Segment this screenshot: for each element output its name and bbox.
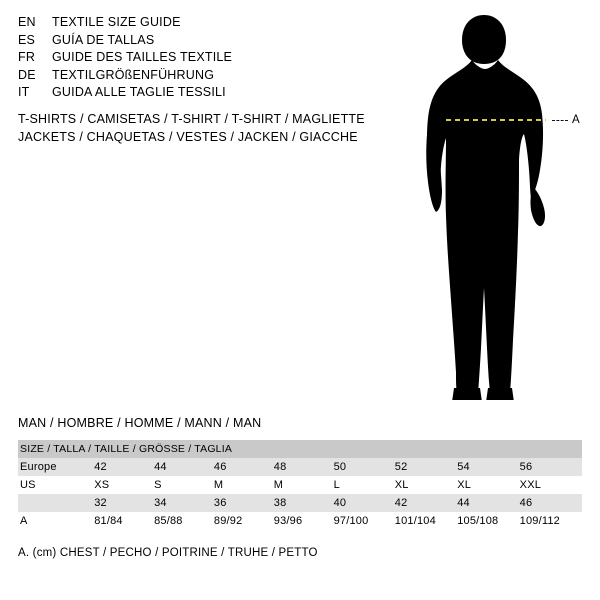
cell: XS — [94, 476, 154, 494]
cell: 50 — [334, 458, 395, 476]
table-header-label: SIZE / TALLA / TAILLE / GRÖSSE / TAGLIA — [18, 440, 582, 458]
cell: 101/104 — [395, 512, 457, 530]
language-row — [18, 32, 348, 50]
language-title: GUIDE DES TAILLES TEXTILE — [52, 50, 233, 64]
language-title: TEXTILGRÖßENFÜHRUNG — [52, 67, 215, 82]
cell: 38 — [274, 494, 334, 512]
cell: M — [214, 476, 274, 494]
table-row — [18, 494, 582, 512]
size-table — [18, 440, 582, 530]
cell: 81/84 — [94, 512, 154, 530]
cell: 46 — [214, 458, 274, 476]
cell: 93/96 — [274, 512, 334, 530]
cell: 36 — [214, 494, 274, 512]
language-row — [18, 67, 348, 85]
language-row — [18, 14, 348, 32]
cell: 46 — [520, 494, 582, 512]
row-label: Europe — [18, 458, 94, 476]
cell: XL — [457, 476, 519, 494]
cell: S — [154, 476, 214, 494]
cell: 89/92 — [214, 512, 274, 530]
cell: 32 — [94, 494, 154, 512]
cell: 54 — [457, 458, 519, 476]
category-jackets: JACKETS / CHAQUETAS / VESTES / JACKEN / GIACCHE — [18, 130, 358, 144]
table-row — [18, 512, 582, 530]
language-code: EN — [18, 15, 36, 29]
language-code: DE — [18, 67, 36, 82]
cell: 97/100 — [334, 512, 395, 530]
row-label: US — [18, 476, 94, 494]
language-code: FR — [18, 50, 36, 64]
mannequin-figure — [400, 10, 590, 400]
measure-leader-line — [552, 120, 568, 121]
cell: 44 — [154, 458, 214, 476]
cell: L — [334, 476, 395, 494]
cell: 48 — [274, 458, 334, 476]
footnote-chest: A. (cm) CHEST / PECHO / POITRINE / TRUHE / PETTO — [18, 547, 318, 559]
cell: 44 — [457, 494, 519, 512]
cell: XL — [395, 476, 457, 494]
cell: 42 — [395, 494, 457, 512]
language-title: GUÍA DE TALLAS — [52, 32, 155, 47]
row-label: A — [18, 512, 94, 530]
language-list — [18, 14, 348, 102]
row-label — [18, 494, 94, 512]
table-row — [18, 476, 582, 494]
language-title: TEXTILE SIZE GUIDE — [52, 15, 181, 29]
language-title: GUIDA ALLE TAGLIE TESSILI — [52, 85, 226, 99]
cell: 52 — [395, 458, 457, 476]
language-row — [18, 84, 348, 102]
language-code: IT — [18, 85, 30, 99]
table-title-man: MAN / HOMBRE / HOMME / MANN / MAN — [18, 416, 262, 430]
cell: 105/108 — [457, 512, 519, 530]
cell: XXL — [520, 476, 582, 494]
table-header-row — [18, 440, 582, 458]
male-silhouette-icon — [400, 10, 590, 400]
cell: 109/112 — [520, 512, 582, 530]
cell: 40 — [334, 494, 395, 512]
language-row — [18, 49, 348, 67]
category-tshirts: T-SHIRTS / CAMISETAS / T-SHIRT / T-SHIRT / MAGLIETTE — [18, 112, 365, 126]
cell: 85/88 — [154, 512, 214, 530]
table-row — [18, 458, 582, 476]
cell: 42 — [94, 458, 154, 476]
cell: M — [274, 476, 334, 494]
cell: 56 — [520, 458, 582, 476]
cell: 34 — [154, 494, 214, 512]
measure-label-a: A — [572, 114, 580, 126]
garment-category-list — [18, 110, 418, 146]
language-code: ES — [18, 32, 36, 47]
